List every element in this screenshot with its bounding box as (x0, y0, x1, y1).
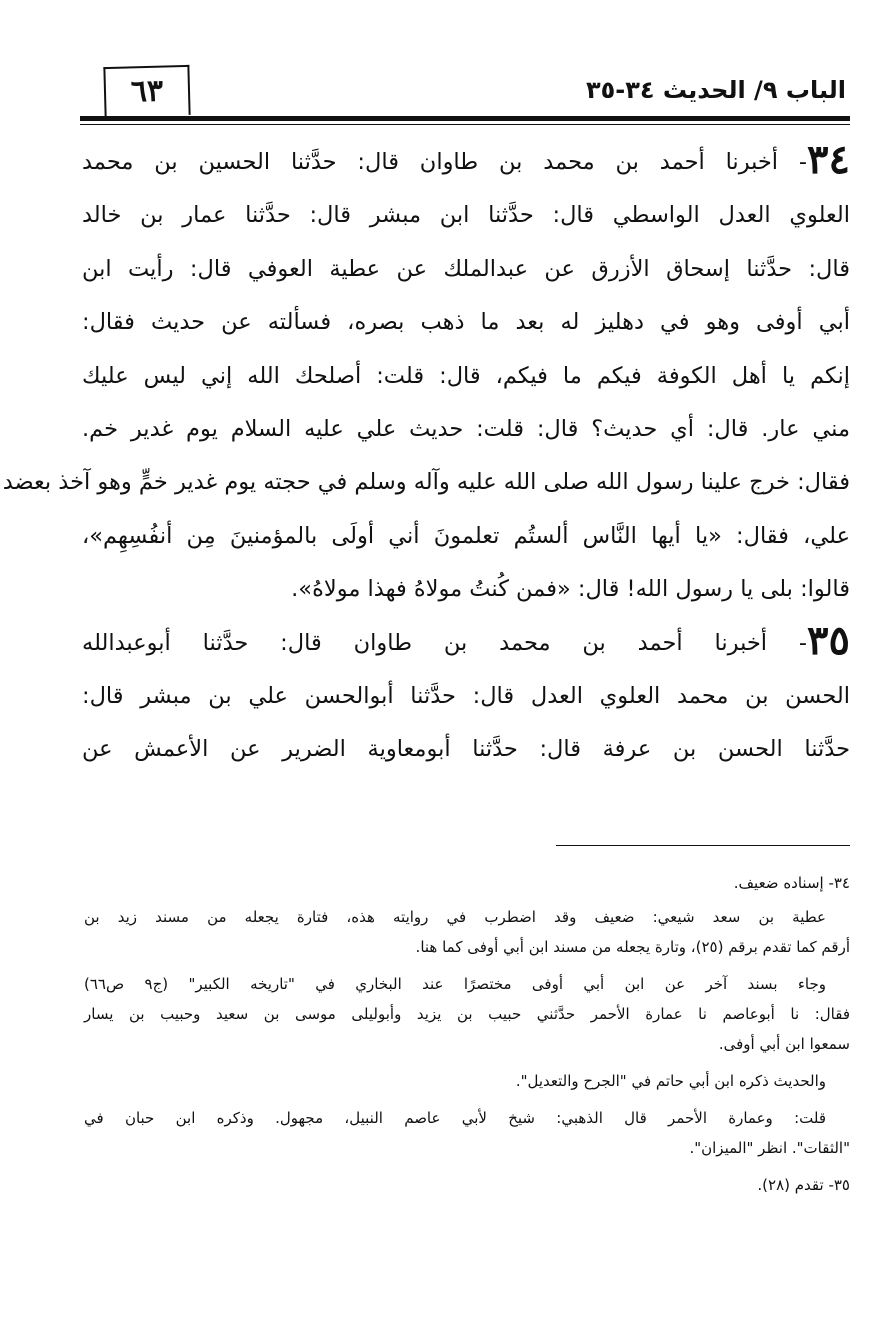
page-number: ٦٣ (130, 73, 164, 110)
footnote-paragraph-3: والحديث ذكره ابن أبي حاتم في "الجرح والتعديل". (515, 1072, 826, 1090)
hadith-34-line-8: علي، فقال: «يا أيها النَّاس ألستُم تعلمونَ أني أولَى بالمؤمنينَ مِن أنفُسِهِم»، (82, 522, 850, 549)
hadith-34-line-4: أبي أوفى وهو في دهليز له بعد ما ذهب بصره، فسألته عن حديث فقال: (82, 309, 850, 336)
footnote-paragraph-2: وجاء بسند آخر عن ابن أبي أوفى مختصرًا عند البخاري في "تاريخه الكبير" (ج٩ ص٦٦) فقال: نا أبوعاصم نا عمارة الأحمر حدَّثني حبيب بن يزيد وأبوليلى موسى بن سعيد وحبيب بن يسار سمعوا ابن أبي أوفى. (84, 975, 850, 1053)
hadith-35-line-1: ٣٥- أخبرنا أحمد بن محمد بن طاوان قال: حدَّثنا أبوعبدالله (82, 616, 850, 664)
hadith-35-line-3: حدَّثنا الحسن بن عرفة قال: حدَّثنا أبومعاوية الضرير عن الأعمش عن (82, 736, 850, 763)
footnote-separator (556, 845, 850, 846)
footnote-paragraph-1: عطية بن سعد شيعي: ضعيف وقد اضطرب في روايته هذه، فتارة يجعله من مسند زيد بن أرقم كما تقدم برقم (٢٥)، وتارة يجعله من مسند ابن أبي أوفى كما هنا. (84, 908, 850, 956)
hadith-number-34: ٣٤ (807, 136, 850, 183)
hadith-number-35: ٣٥ (807, 616, 850, 664)
footnote-35: ٣٥- تقدم (٢٨). (757, 1176, 850, 1194)
footnotes (84, 868, 850, 1207)
hadith-34-line-2: العلوي العدل الواسطي قال: حدَّثنا ابن مبشر قال: حدَّثنا عمار بن خالد (82, 202, 850, 229)
header-rule-thick (80, 116, 850, 121)
hadith-34-line-3: قال: حدَّثنا إسحاق الأزرق عن عبدالملك عن عطية العوفي قال: رأيت ابن (82, 255, 850, 282)
page-number-box (103, 65, 190, 117)
hadith-34-line-1: ٣٤- أخبرنا أحمد بن محمد بن طاوان قال: حدَّثنا الحسين بن محمد (82, 136, 850, 183)
page-header (80, 62, 850, 122)
footnote-34-title: ٣٤- إسناده ضعيف. (733, 874, 850, 892)
main-text (2, 136, 850, 777)
hadith-34-line-9: قالوا: بلى يا رسول الله! قال: «فمن كُنتُ مولاهُ فهذا مولاهُ». (291, 576, 850, 603)
hadith-34-line-7: فقال: خرج علينا رسول الله صلى الله عليه وآله وسلم في حجته يوم غدير خمٍّ وهو آخذ بعضد (2, 469, 850, 496)
hadith-34-line-5: إنكم يا أهل الكوفة فيكم ما فيكم، قال: قلت: أصلحك الله إني ليس عليك (82, 362, 850, 389)
footnote-paragraph-4: قلت: وعمارة الأحمر قال الذهبي: شيخ لأبي عاصم النبيل، مجهول. وذكره ابن حبان في "الثقات". انظر "الميزان". (84, 1109, 850, 1157)
hadith-34-line-6: مني عار. قال: أي حديث؟ قال: قلت: حديث علي عليه السلام يوم غدير خم. (82, 416, 850, 443)
hadith-35-line-2: الحسن بن محمد العلوي العدل قال: حدَّثنا أبوالحسن علي بن مبشر قال: (82, 683, 850, 710)
running-head: الباب ٩/ الحديث ٣٤-٣٥ (585, 76, 846, 104)
header-rule-thin (80, 124, 850, 125)
